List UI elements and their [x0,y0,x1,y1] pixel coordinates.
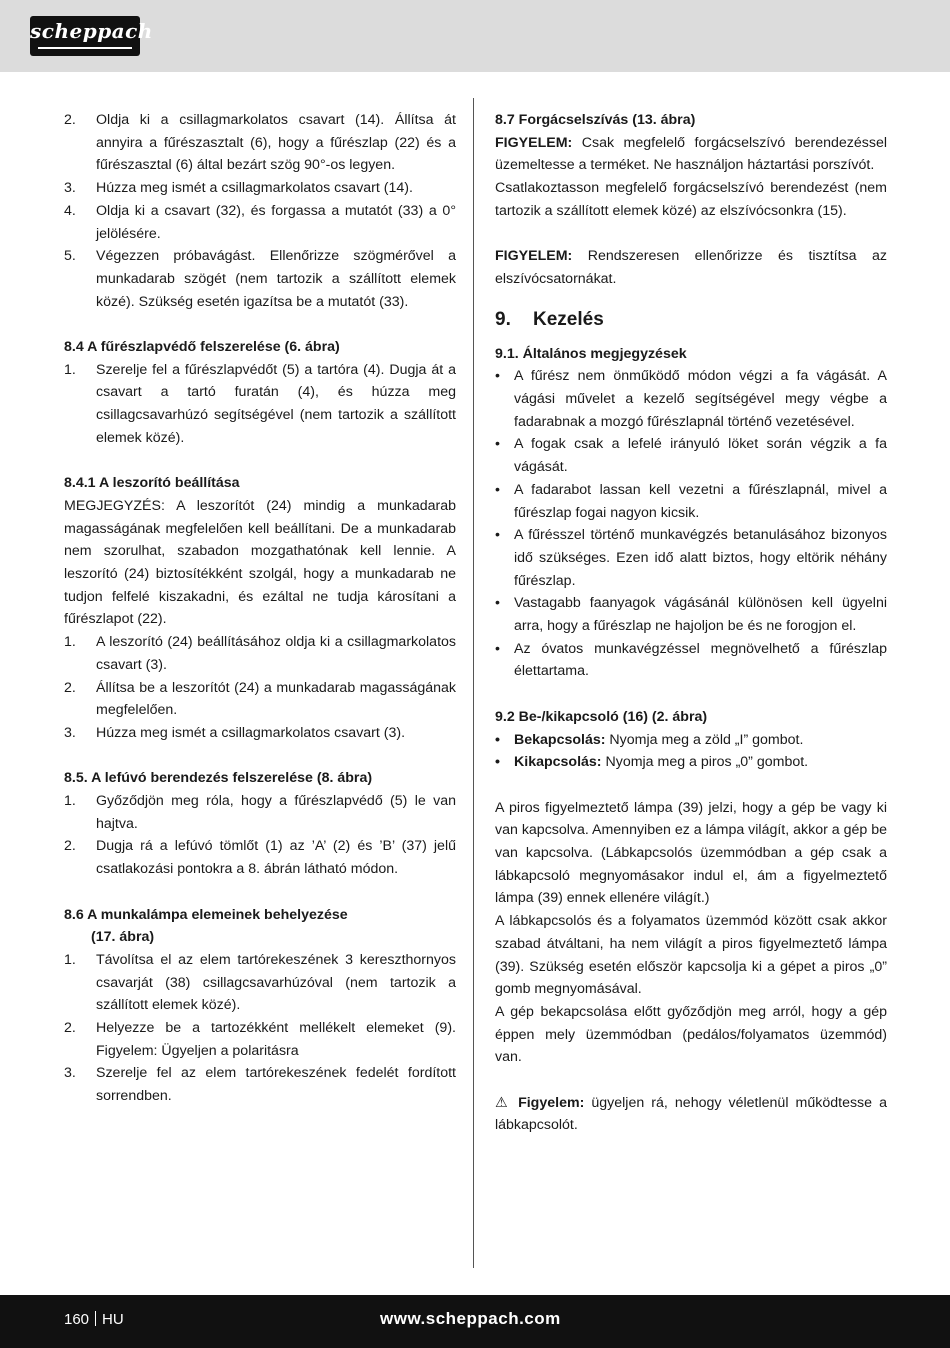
item-text: Az óvatos munkavégzéssel megnövelhető a fűrészlap élettartama. [514,640,887,680]
on-text: Nyomja meg a zöld „I” gombot. [605,731,804,748]
website-link[interactable]: www.scheppach.com [380,1309,561,1328]
language-code: HU [102,1311,124,1328]
off-text: Nyomja meg a piros „0” gombot. [601,754,809,771]
item-number: 1. [64,634,76,651]
scheppach-logo [30,16,153,56]
warning-text: Rendszeresen ellenőrizze és tisztítsa az elszívócsatornákat. [495,248,887,287]
list-item [495,729,887,752]
item-text: Szerelje fel a fűrészlapvédőt (5) a tartóra (4). Dugja át a csavart a tartó furatán (4), és húzza meg csillagcsavarhúzó segítségével (nem tartozik a szállított elemek közé). [96,361,456,446]
list-item [64,677,456,722]
item-text: A fadarabot lassan kell vezetni a fűrészlapnál, mivel a fűrészlap fogai nagyon kicsik. [514,481,887,521]
list-item [64,200,456,245]
list-item [64,835,456,880]
bullet: • [495,481,500,498]
item-number: 2. [64,679,76,696]
on-label: Bekapcsolás: [514,731,606,748]
item-text: Húzza meg ismét a csillagmarkolatos csavart (14). [96,180,413,197]
section-heading: 8.6 A munkalámpa elemeinek behelyezése [64,906,348,923]
list-item [495,592,887,637]
warning-label: FIGYELEM: [495,248,573,265]
item-text: Végezzen próbavágást. Ellenőrizze szögmérővel a munkadarab szögét (nem tartozik a szállított elemek közé). Szükség esetén igazítsa be a mutatót (33). [96,248,456,310]
list-item [495,638,887,683]
item-number: 3. [64,180,76,197]
item-number: 1. [64,951,76,968]
list-item [64,177,456,200]
item-text: A leszorító (24) beállításához oldja ki a csillagmarkolatos csavart (3). [96,634,456,673]
item-text: Távolítsa el az elem tartórekeszének 3 kereszthornyos csavarját (38) csillagcsavarhúzóval (nem tartozik a szállított elemek közé). [96,951,456,1014]
item-number: 3. [64,724,76,741]
item-number: 2. [64,1020,76,1037]
list-item [64,631,456,676]
item-text: A fűrésszel történő munkavégzés betanulásához bizonyos idő szükséges. Ezen idő alatt biztos, hogy eltörik néhány fűrészlap. [514,527,887,589]
list-item [64,949,456,1017]
item-text: Szerelje fel az elem tartórekeszének fedelét fordított sorrendben. [96,1065,456,1105]
warning-paragraph [495,1092,887,1137]
bullet: • [495,527,500,544]
logo-underline [38,47,132,49]
left-column [64,109,456,1108]
list-item [495,524,887,592]
list-item [64,245,456,313]
section-heading: 8.5. A lefúvó berendezés felszerelése (8. ábra) [64,770,373,787]
list-item [495,433,887,478]
list-item [64,1062,456,1107]
chapter-heading [495,307,887,333]
column-divider [473,98,474,1268]
section-heading: 8.7 Forgácselszívás (13. ábra) [495,112,696,128]
item-text: Állítsa be a leszorítót (24) a munkadarab magasságának megfelelően. [96,679,456,719]
bullet: • [495,436,500,453]
warning-text: Csak megfelelő forgácselszívó berendezéssel üzemeltesse a terméket. Ne használjon háztartási porszívót. [495,134,887,174]
chapter-number: 9. [495,308,511,330]
list-item [64,790,456,835]
list-item [64,722,456,745]
warning-icon: ⚠ [495,1094,508,1111]
item-text: Húzza meg ismét a csillagmarkolatos csavart (3). [96,724,406,741]
warning-label: FIGYELEM: [495,134,573,151]
list-item [64,1017,456,1062]
chapter-title: Kezelés [533,308,604,330]
off-label: Kikapcsolás: [514,754,602,771]
section-heading: 8.4 A fűrészlapvédő felszerelése (6. ábra) [64,339,340,356]
item-number: 2. [64,112,76,128]
item-number: 1. [64,361,76,378]
item-number: 1. [64,793,76,810]
item-text: Helyezze be a tartozékként mellékelt elemeket (9). Figyelem: Ügyeljen a polaritásra [96,1020,456,1059]
section-heading: 9.2 Be-/kikapcsoló (16) (2. ábra) [495,708,708,725]
section-heading: 9.1. Általános megjegyzések [495,345,687,362]
right-column [495,109,887,1137]
steps-list [64,109,456,313]
section-heading-cont: (17. ábra) [91,929,155,946]
list-item [64,359,456,450]
paragraph: Csatlakoztasson megfelelő forgácselszívó berendezést (nem tartozik a szállított elemek közé) az elszívócsonkra (15). [495,180,887,219]
bullet: • [495,368,500,385]
item-text: A fűrész nem önműködő módon végzi a fa vágását. A vágási művelet a kezelő segítségével megy végbe a fadarabnak a mozgó fűrészlapnál történő vezetésével. [514,368,887,430]
bullet: • [495,754,500,771]
list-item [495,751,887,774]
item-text: A fogak csak a lefelé irányuló löket során végzik a fa vágását. [514,436,887,476]
page-number [64,1311,124,1328]
warning-text: ügyeljen rá, nehogy véletlenül működtesse a lábkapcsolót. [495,1094,887,1134]
bullet: • [495,731,500,748]
item-text: Vastagabb faanyagok vágásánál különösen kell ügyelni arra, hogy a fűrészlap ne hajoljon be és ne forogjon el. [514,595,887,635]
item-text: Dugja rá a lefúvó tömlőt (1) az ’A’ (2) és ’B’ (37) jelű csatlakozási pontokra a 8. ábrán látható módon. [96,838,456,878]
page-footer [0,1295,950,1348]
item-text: Oldja ki a csillagmarkolatos csavart (14). Állítsa át annyira a fűrészasztalt (6), hogy a fűrészlap (22) és a fűrészasztal (6) által bezárt szög 90°-os legyen. [96,112,456,174]
item-text: Győződjön meg róla, hogy a fűrészlapvédő (5) le van hajtva. [96,793,456,832]
warning-paragraph [495,132,887,177]
warning-label: Figyelem: [518,1094,585,1111]
page-header [0,0,950,72]
warning-paragraph [495,245,887,290]
paragraph: MEGJEGYZÉS: A leszorítót (24) mindig a munkadarab magasságának megfelelően kell beállítani. De a munkadarab nem szorulhat, szabadon mozgathatónak kell lennie. A leszorító (24) biztosítékként szolgál, hogy a munkadarab ne tudjon felfelé kiszakadni, és ezáltal ne tudja károsítani a fűrészlapot (22). [64,497,456,628]
bullet: • [495,595,500,612]
paragraph: A lábkapcsolós és a folyamatos üzemmód között csak akkor szabad átváltani, ha nem világít a piros figyelmeztető lámpa (39). Szükség esetén először kapcsolja ki a gépet a piros „0” gomb megnyomásával. [495,913,887,998]
section-heading: 8.4.1 A leszorító beállítása [64,475,240,492]
list-item [495,479,887,524]
item-number: 4. [64,202,76,219]
item-number: 2. [64,838,76,855]
paragraph: A piros figyelmeztető lámpa (39) jelzi, hogy a gép be vagy ki van kapcsolva. Amennyiben ez a lámpa világít, akkor a gép be van kapcsolva. (Lábkapcsolós üzemmódban a gép csak a lábkapcsoló megnyomásakor indul el, ám a figyelmeztető lámpa (39) ennek ellenére világít.) [495,799,887,907]
paragraph: A gép bekapcsolása előtt győződjön meg arról, hogy a gép éppen mely üzemmódban (pedálos/folyamatos üzemmód) van. [495,1003,887,1066]
bullet: • [495,640,500,657]
item-number: 5. [64,248,76,265]
list-item [64,109,456,177]
logo-text: scheppach [30,19,153,43]
page-number-value: 160 [64,1311,90,1328]
list-item [495,365,887,433]
separator [95,1311,96,1326]
item-text: Oldja ki a csavart (32), és forgassa a mutatót (33) a 0° jelölésére. [96,202,456,242]
item-number: 3. [64,1065,76,1082]
